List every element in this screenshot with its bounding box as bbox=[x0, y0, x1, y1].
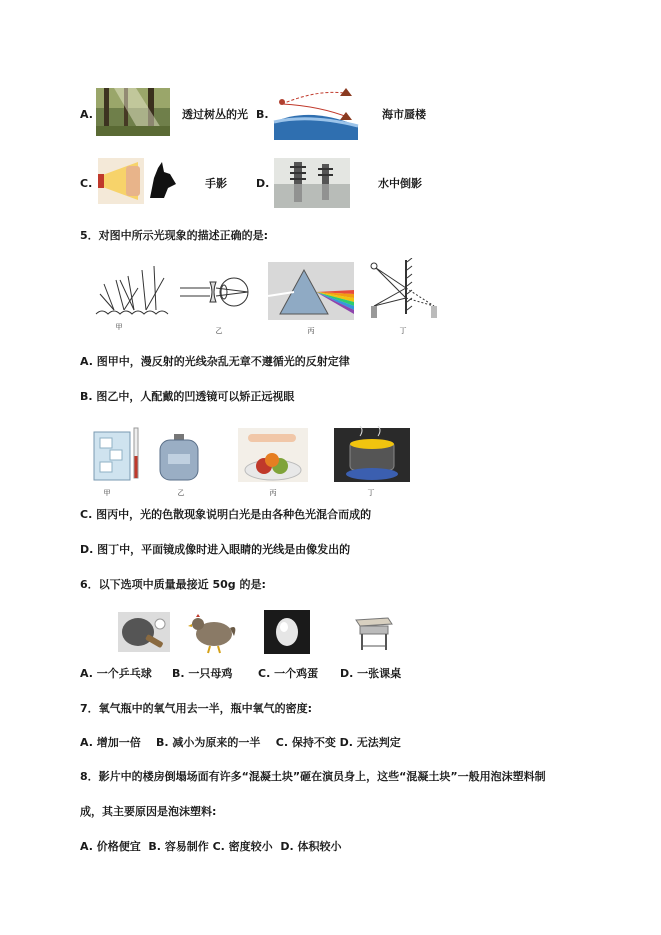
egg-image bbox=[264, 610, 310, 654]
q5-option-b: B. 图乙中，人配戴的凹透镜可以矫正远视眼 bbox=[80, 390, 295, 403]
q4-option-a-text: 透过树丛的光 bbox=[182, 108, 248, 121]
q6-stem: 6．以下选项中质量最接近 50g 的是: bbox=[80, 578, 266, 591]
q5-option-d: D. 图丁中，平面镜成像时进入眼睛的光线是由像发出的 bbox=[80, 543, 351, 556]
q5-option-c: C. 图丙中，光的色散现象说明白光是由各种色光混合而成的 bbox=[80, 508, 372, 521]
q8-stem-line1: 8．影片中的楼房倒塌场面有许多“混凝土块”砸在演员身上，这些“混凝土块”一般用泡沫塑料制 bbox=[80, 770, 546, 783]
q4-option-b-letter: B. bbox=[256, 108, 269, 121]
q8-options: A. 价格便宜 B. 容易制作 C. 密度较小 D. 体积较小 bbox=[80, 840, 342, 853]
q4-option-a-letter: A. bbox=[80, 108, 93, 121]
q5-photo-strip bbox=[88, 426, 418, 484]
q5-stem: 5．对图中所示光现象的描述正确的是: bbox=[80, 229, 269, 242]
q5-figure-strip bbox=[94, 258, 442, 320]
q5-photo-label-jia: 甲 bbox=[103, 489, 111, 497]
q6-option-c: C. 一个鸡蛋 bbox=[258, 667, 319, 680]
desk-image bbox=[350, 612, 396, 652]
ping-pong-image bbox=[118, 612, 170, 652]
q4-option-c-text: 手影 bbox=[205, 177, 227, 190]
q4-option-b-text: 海市蜃楼 bbox=[382, 108, 426, 121]
q5-photo-label-yi: 乙 bbox=[177, 489, 185, 497]
forest-light-image bbox=[96, 88, 170, 136]
q6-option-d: D. 一张课桌 bbox=[340, 667, 402, 680]
q7-stem: 7．氧气瓶中的氧气用去一半，瓶中氧气的密度: bbox=[80, 702, 313, 715]
q7-options: A. 增加一倍 B. 减小为原来的一半 C. 保持不变 D. 无法判定 bbox=[80, 736, 401, 749]
q5-photo-label-bing: 丙 bbox=[269, 489, 277, 497]
q5-figure-label-jia: 甲 bbox=[115, 323, 123, 331]
pagoda-reflection-image bbox=[274, 158, 350, 208]
hen-image bbox=[186, 610, 238, 654]
q4-option-d-text: 水中倒影 bbox=[378, 177, 422, 190]
hand-shadow-image bbox=[98, 158, 182, 204]
q5-photo-label-ding: 丁 bbox=[367, 489, 375, 497]
q6-option-b: B. 一只母鸡 bbox=[172, 667, 233, 680]
q6-option-a: A. 一个乒乓球 bbox=[80, 667, 152, 680]
q5-figure-label-bing: 丙 bbox=[307, 327, 315, 335]
q4-option-c-letter: C. bbox=[80, 177, 93, 190]
q5-option-a: A. 图甲中，漫反射的光线杂乱无章不遵循光的反射定律 bbox=[80, 355, 350, 368]
mirage-image bbox=[270, 84, 360, 140]
q4-option-d-letter: D. bbox=[256, 177, 270, 190]
q5-figure-label-ding: 丁 bbox=[399, 327, 407, 335]
q5-figure-label-yi: 乙 bbox=[215, 327, 223, 335]
q8-stem-line2: 成，其主要原因是泡沫塑料: bbox=[80, 805, 217, 818]
